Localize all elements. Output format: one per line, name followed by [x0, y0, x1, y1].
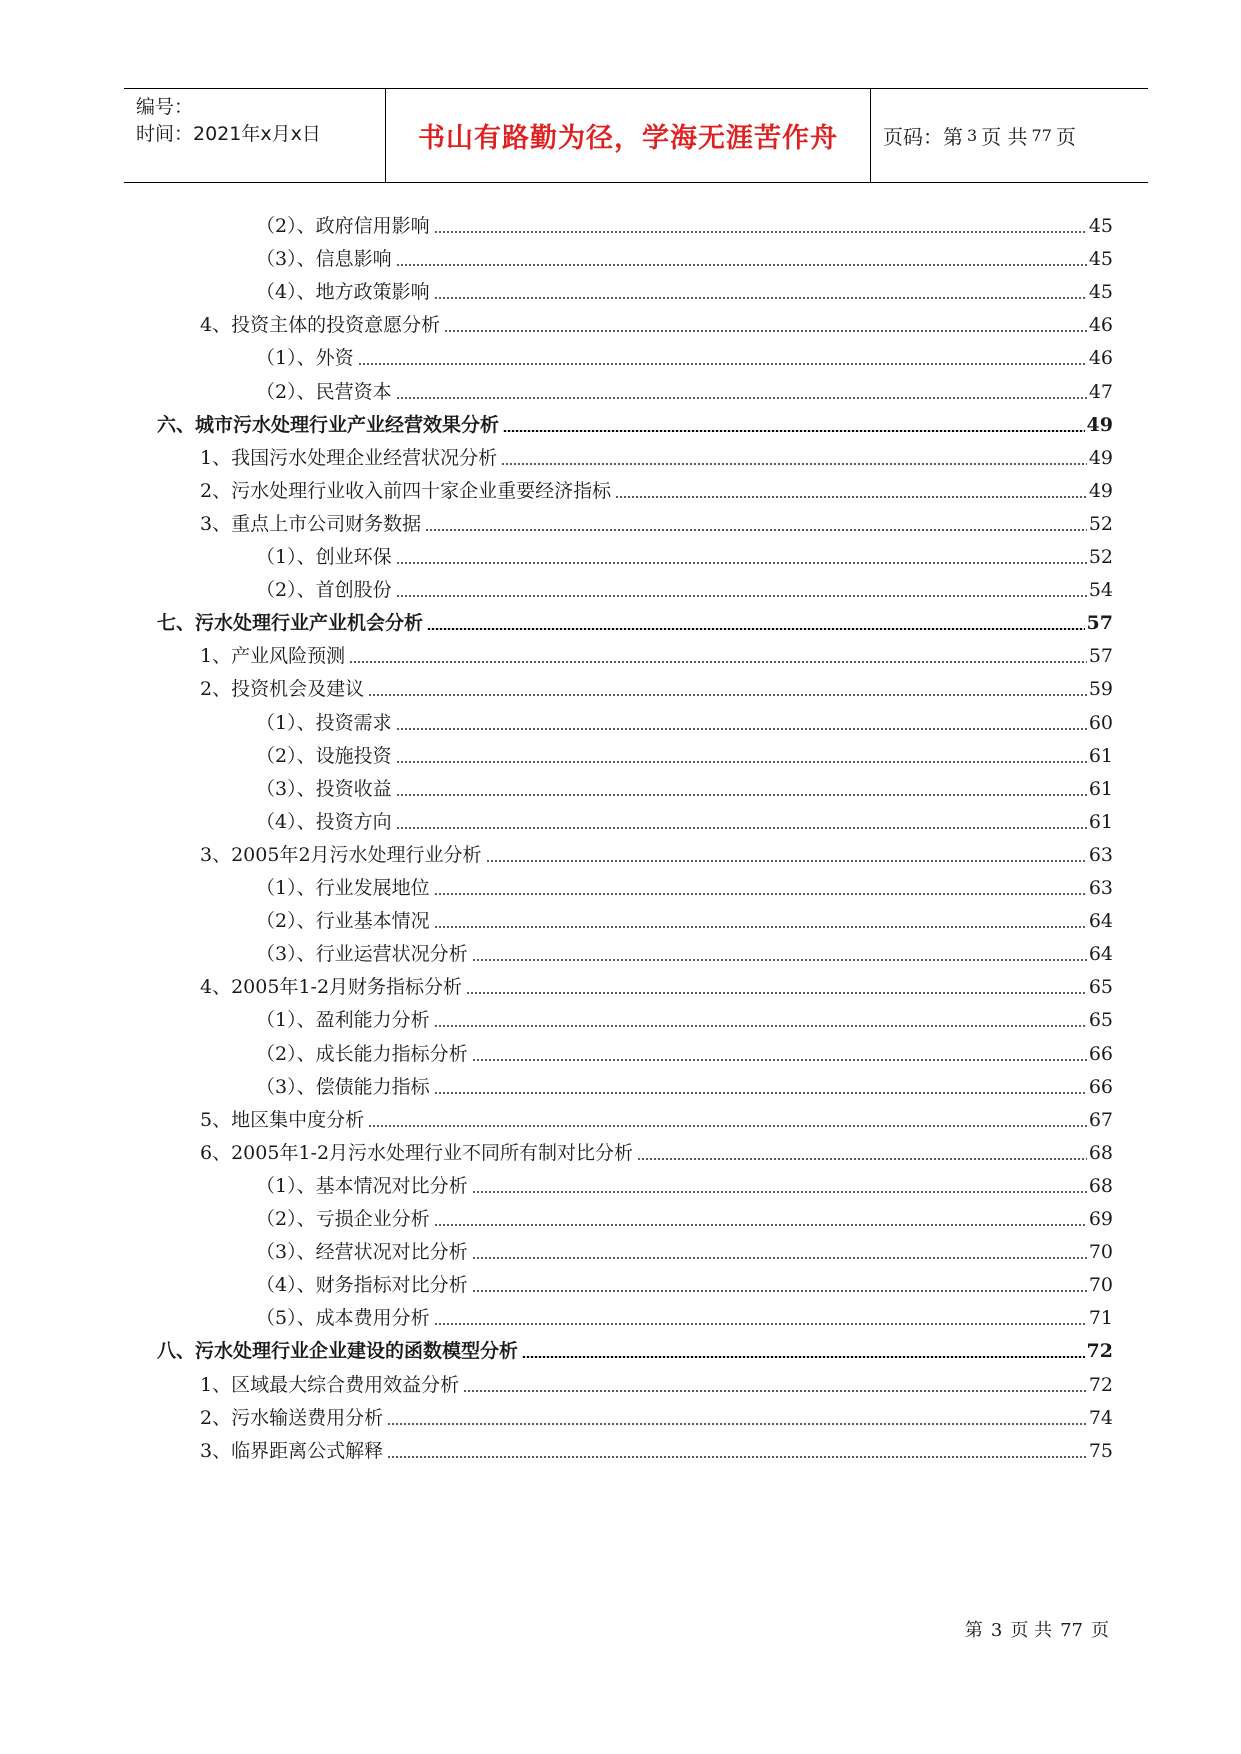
toc-leader-dots — [486, 860, 1087, 862]
footer-suffix: 页 — [1091, 1620, 1109, 1641]
toc-entry-page: 61 — [1088, 811, 1113, 833]
toc-entry[interactable] — [256, 576, 1113, 604]
page-total: 77 — [1031, 126, 1052, 145]
toc-entry-title: 3、临界距离公式解释 — [200, 1440, 384, 1462]
toc-entry-title: （2）、政府信用影响 — [256, 215, 430, 237]
toc-entry-title: （3）、经营状况对比分析 — [256, 1241, 468, 1263]
toc-leader-dots — [472, 1257, 1087, 1259]
toc-entry[interactable] — [157, 609, 1113, 637]
toc-entry-title: 1、我国污水处理企业经营状况分析 — [200, 447, 498, 469]
toc-entry[interactable] — [256, 278, 1113, 306]
toc-leader-dots — [434, 1224, 1087, 1226]
toc-entry-title: 1、区域最大综合费用效益分析 — [200, 1374, 460, 1396]
header-meta — [124, 89, 386, 182]
toc-entry[interactable] — [256, 808, 1113, 836]
toc-entry-page: 74 — [1088, 1407, 1113, 1429]
toc-entry-title: 八、污水处理行业企业建设的函数模型分析 — [157, 1340, 519, 1362]
toc-leader-dots — [463, 1390, 1087, 1392]
toc-leader-dots — [434, 1025, 1087, 1027]
toc-leader-dots — [396, 827, 1087, 829]
toc-entry[interactable] — [256, 245, 1113, 273]
toc-entry-title: 4、投资主体的投资意愿分析 — [200, 314, 441, 336]
toc-entry[interactable] — [256, 1205, 1113, 1233]
toc-leader-dots — [396, 761, 1087, 763]
toc-entry[interactable] — [256, 1238, 1113, 1266]
toc-entry-page: 65 — [1088, 1009, 1113, 1031]
toc-entry-title: （1）、投资需求 — [256, 712, 392, 734]
toc-entry-page: 70 — [1088, 1274, 1113, 1296]
page-footer — [961, 1616, 1113, 1642]
toc-leader-dots — [522, 1356, 1085, 1358]
toc-entry[interactable] — [256, 1040, 1113, 1068]
toc-entry-page: 61 — [1088, 745, 1113, 767]
toc-leader-dots — [396, 264, 1087, 266]
toc-entry-page: 49 — [1086, 414, 1113, 436]
toc-leader-dots — [368, 694, 1087, 696]
toc-entry-page: 45 — [1088, 248, 1113, 270]
toc-entry-title: 4、2005年1-2月财务指标分析 — [200, 976, 463, 998]
toc-leader-dots — [434, 1323, 1087, 1325]
toc-leader-dots — [434, 893, 1087, 895]
toc-entry-page: 64 — [1088, 943, 1113, 965]
toc-entry-title: （3）、偿债能力指标 — [256, 1076, 430, 1098]
toc-entry[interactable] — [256, 775, 1113, 803]
footer-total: 77 — [1060, 1620, 1083, 1641]
toc-leader-dots — [637, 1158, 1087, 1160]
toc-entry-page: 72 — [1088, 1374, 1113, 1396]
header-motto-cell — [386, 89, 871, 182]
toc-entry-page: 57 — [1086, 612, 1113, 634]
toc-entry[interactable] — [256, 1304, 1113, 1332]
toc-entry[interactable] — [256, 378, 1113, 406]
toc-entry-page: 49 — [1088, 480, 1113, 502]
toc-entry-page: 63 — [1088, 844, 1113, 866]
toc-entry-title: （1）、行业发展地位 — [256, 877, 430, 899]
toc-entry-page: 66 — [1088, 1043, 1113, 1065]
footer-mid: 页 共 — [1010, 1620, 1053, 1641]
toc-entry[interactable] — [256, 940, 1113, 968]
motto-text: 书山有路勤为径，学海无涯苦作舟 — [418, 123, 838, 154]
toc-leader-dots — [396, 595, 1087, 597]
toc-entry-page: 63 — [1088, 877, 1113, 899]
toc-leader-dots — [396, 562, 1087, 564]
toc-entry-title: （2）、民营资本 — [256, 381, 392, 403]
toc-entry-title: （4）、地方政策影响 — [256, 281, 430, 303]
toc-leader-dots — [434, 231, 1087, 233]
toc-entry-page: 46 — [1088, 347, 1113, 369]
toc-entry-page: 61 — [1088, 778, 1113, 800]
toc-entry-title: 2、投资机会及建议 — [200, 678, 365, 700]
toc-entry[interactable] — [256, 1271, 1113, 1299]
toc-entry[interactable] — [256, 709, 1113, 737]
toc-entry-page: 45 — [1088, 215, 1113, 237]
toc-leader-dots — [396, 728, 1087, 730]
number-label: 编号： — [136, 96, 194, 118]
toc-leader-dots — [396, 794, 1087, 796]
toc-entry[interactable] — [200, 642, 1113, 670]
page-prefix: 页码：第 — [883, 125, 963, 149]
toc-entry[interactable] — [200, 311, 1113, 339]
toc-entry[interactable] — [200, 1404, 1113, 1432]
toc-entry[interactable] — [200, 675, 1113, 703]
toc-entry-title: （1）、盈利能力分析 — [256, 1009, 430, 1031]
toc-entry[interactable] — [200, 1371, 1113, 1399]
toc-leader-dots — [358, 363, 1087, 365]
toc-entry-page: 45 — [1088, 281, 1113, 303]
toc-entry-title: 6、2005年1-2月污水处理行业不同所有制对比分析 — [200, 1142, 634, 1164]
toc-entry-title: （2）、成长能力指标分析 — [256, 1043, 468, 1065]
toc-entry-title: （3）、信息影响 — [256, 248, 392, 270]
toc-entry[interactable] — [256, 907, 1113, 935]
toc-entry-title: （4）、财务指标对比分析 — [256, 1274, 468, 1296]
toc-entry-title: （1）、外资 — [256, 347, 354, 369]
toc-entry[interactable] — [200, 1139, 1113, 1167]
toc-leader-dots — [434, 926, 1087, 928]
toc-entry-page: 69 — [1088, 1208, 1113, 1230]
toc-leader-dots — [466, 992, 1087, 994]
toc-entry[interactable] — [200, 510, 1113, 538]
toc-leader-dots — [501, 463, 1087, 465]
toc-entry[interactable] — [256, 1006, 1113, 1034]
toc-entry-title: 5、地区集中度分析 — [200, 1109, 365, 1131]
toc-entry[interactable] — [256, 1073, 1113, 1101]
toc-leader-dots — [472, 1059, 1087, 1061]
toc-leader-dots — [434, 297, 1087, 299]
toc-entry[interactable] — [200, 1106, 1113, 1134]
toc-leader-dots — [387, 1456, 1087, 1458]
toc-leader-dots — [472, 1290, 1087, 1292]
toc-entry-title: 七、污水处理行业产业机会分析 — [157, 612, 424, 634]
toc-leader-dots — [425, 529, 1087, 531]
toc-entry[interactable] — [256, 1172, 1113, 1200]
toc-entry[interactable] — [256, 344, 1113, 372]
toc-entry-page: 68 — [1088, 1142, 1113, 1164]
toc-entry-title: （3）、投资收益 — [256, 778, 392, 800]
page-header — [124, 88, 1148, 183]
toc-entry-title: 2、污水输送费用分析 — [200, 1407, 384, 1429]
toc-entry-page: 47 — [1088, 381, 1113, 403]
toc-entry[interactable] — [256, 212, 1113, 240]
toc-entry-page: 52 — [1088, 546, 1113, 568]
toc-entry-page: 49 — [1088, 447, 1113, 469]
toc-entry-page: 46 — [1088, 314, 1113, 336]
toc-leader-dots — [368, 1125, 1087, 1127]
toc-entry-title: 3、2005年2月污水处理行业分析 — [200, 844, 482, 866]
footer-page-number: 3 — [990, 1620, 1003, 1641]
toc-entry-page: 71 — [1088, 1307, 1113, 1329]
toc-entry[interactable] — [200, 1437, 1113, 1465]
toc-entry-title: 3、重点上市公司财务数据 — [200, 513, 422, 535]
toc-entry-title: 六、城市污水处理行业产业经营效果分析 — [157, 414, 500, 436]
toc-entry-title: （2）、设施投资 — [256, 745, 392, 767]
toc-entry-title: 1、产业风险预测 — [200, 645, 346, 667]
toc-leader-dots — [615, 496, 1087, 498]
toc-entry-page: 64 — [1088, 910, 1113, 932]
page-suffix: 页 — [1055, 125, 1076, 149]
toc-entry[interactable] — [200, 477, 1113, 505]
toc-leader-dots — [503, 430, 1085, 432]
toc-leader-dots — [434, 1092, 1087, 1094]
toc-entry[interactable] — [200, 973, 1113, 1001]
footer-prefix: 第 — [964, 1620, 983, 1641]
toc-entry-page: 75 — [1088, 1440, 1113, 1462]
toc-leader-dots — [472, 1191, 1087, 1193]
toc-entry-title: 2、污水处理行业收入前四十家企业重要经济指标 — [200, 480, 612, 502]
toc-entry-title: （2）、亏损企业分析 — [256, 1208, 430, 1230]
toc-entry-page: 60 — [1088, 712, 1113, 734]
toc-entry[interactable] — [200, 444, 1113, 472]
toc-entry-page: 66 — [1088, 1076, 1113, 1098]
time-label: 时间：2021年x月x日 — [136, 123, 321, 145]
toc-entry-title: （3）、行业运营状况分析 — [256, 943, 468, 965]
toc-entry-page: 70 — [1088, 1241, 1113, 1263]
toc-entry-page: 57 — [1088, 645, 1113, 667]
toc-entry-title: （1）、创业环保 — [256, 546, 392, 568]
toc-entry-page: 72 — [1086, 1340, 1113, 1362]
toc-leader-dots — [427, 628, 1085, 630]
header-page-info — [871, 89, 1148, 182]
toc-leader-dots — [387, 1423, 1087, 1425]
toc-entry[interactable] — [200, 841, 1113, 869]
toc-entry-page: 65 — [1088, 976, 1113, 998]
page-mid: 页 共 — [981, 125, 1028, 149]
toc-entry[interactable] — [256, 543, 1113, 571]
toc-entry-page: 54 — [1088, 579, 1113, 601]
toc-leader-dots — [472, 959, 1087, 961]
toc-leader-dots — [396, 397, 1087, 399]
toc-entry[interactable] — [157, 411, 1113, 439]
toc-entry-title: （4）、投资方向 — [256, 811, 392, 833]
toc-entry-title: （2）、行业基本情况 — [256, 910, 430, 932]
toc-entry-title: （1）、基本情况对比分析 — [256, 1175, 468, 1197]
toc-entry-page: 68 — [1088, 1175, 1113, 1197]
toc-entry-title: （2）、首创股份 — [256, 579, 392, 601]
toc-entry[interactable] — [157, 1337, 1113, 1365]
toc-entry[interactable] — [256, 742, 1113, 770]
toc-leader-dots — [444, 330, 1087, 332]
toc-entry-page: 67 — [1088, 1109, 1113, 1131]
toc-leader-dots — [349, 661, 1087, 663]
toc-entry-page: 59 — [1088, 678, 1113, 700]
toc-entry[interactable] — [256, 874, 1113, 902]
toc-entry-title: （5）、成本费用分析 — [256, 1307, 430, 1329]
toc-entry-page: 52 — [1088, 513, 1113, 535]
page-number: 3 — [967, 126, 978, 145]
